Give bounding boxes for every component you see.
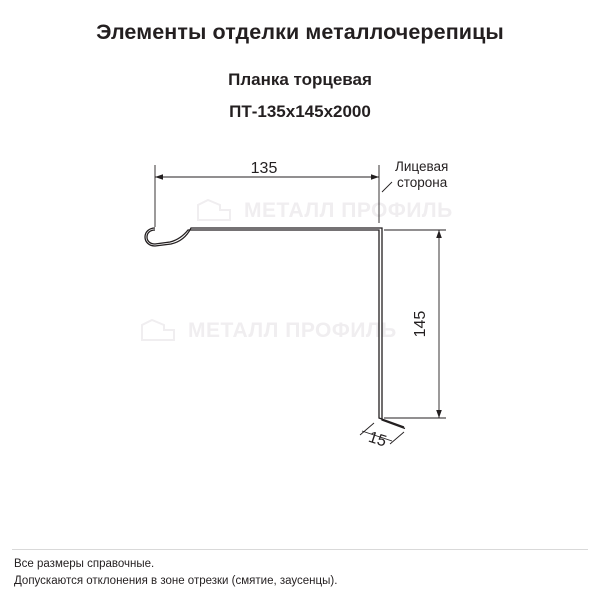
face-side-callout-leader	[382, 182, 392, 192]
product-code: ПТ-135х145х2000	[229, 102, 371, 121]
footer-note-1: Все размеры справочные.	[14, 558, 155, 570]
face-side-label-line2: сторона	[397, 175, 448, 190]
product-name: Планка торцевая	[228, 70, 372, 89]
footer-notes	[14, 556, 574, 590]
footer-divider	[12, 549, 588, 550]
page-title: Элементы отделки металлочерепицы	[96, 20, 504, 44]
dimension-width-label: 135	[250, 160, 278, 177]
watermark-text: МЕТАЛЛ ПРОФИЛЬ	[188, 319, 397, 342]
footer-note-2: Допускаются отклонения в зоне отрезки (смятие, заусенцы).	[14, 575, 338, 587]
dimension-lip-label: 15	[366, 428, 389, 451]
profile-outline	[145, 228, 405, 429]
face-side-label-line1: Лицевая	[395, 159, 449, 174]
watermark-text: МЕТАЛЛ ПРОФИЛЬ	[244, 199, 453, 222]
dimension-height-label: 145	[412, 310, 429, 338]
technical-drawing	[0, 135, 600, 465]
